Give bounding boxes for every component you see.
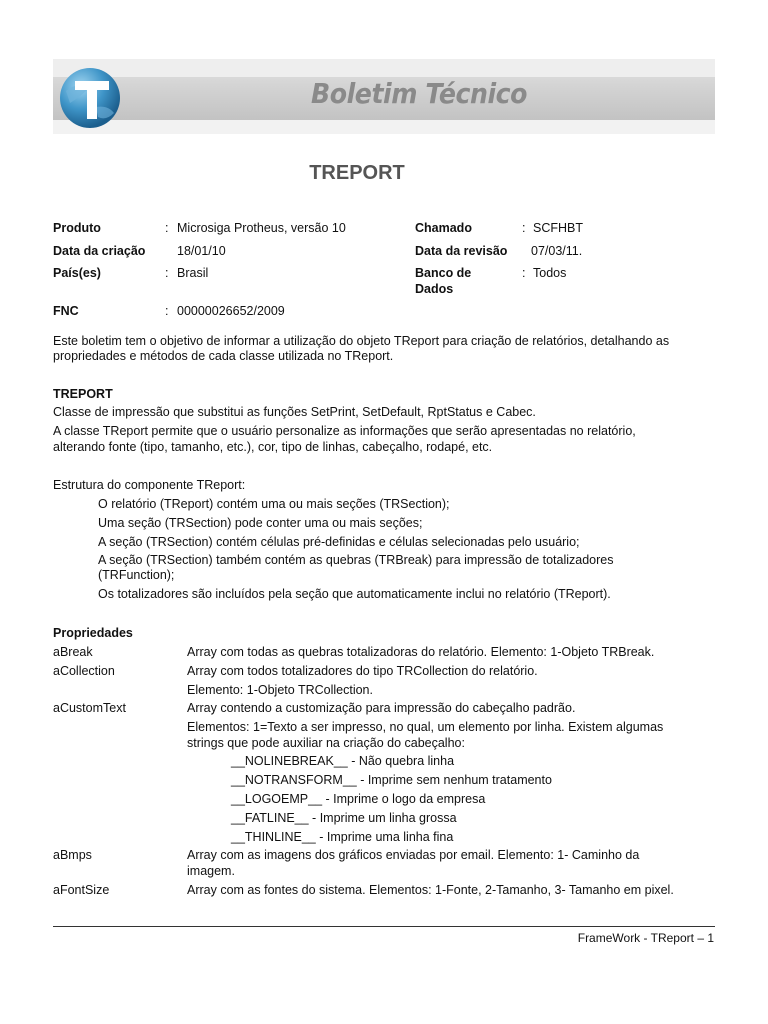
property-desc-acustomtext-elements-line-2: strings que pode auxiliar na criação do cabeçalho: [187,736,465,750]
intro-line-2: propriedades e métodos de cada classe utilizada no TReport. [53,349,394,363]
data-criacao-value: 18/01/10 [177,244,226,258]
estrutura-item: A seção (TRSection) contém células pré-definidas e células selecionadas pelo usuário; [98,535,580,549]
paises-colon: : [165,266,169,280]
fnc-label: FNC [53,304,79,318]
fnc-value: 00000026652/2009 [177,304,285,318]
header-banner [53,59,715,134]
paises-value: Brasil [177,266,209,280]
chamado-label: Chamado [415,221,472,235]
estrutura-item: Uma seção (TRSection) pode conter uma ou mais seções; [98,516,423,530]
property-name-abreak: aBreak [53,645,93,659]
intro-line-1: Este boletim tem o objetivo de informar a utilização do objeto TReport para criação de relatórios, detalhando as [53,334,670,348]
treport-paragraph-2-line-1: A classe TReport permite que o usuário personalize as informações que serão apresentadas no relatório, [53,424,636,438]
banner-title: Boletim Técnico [311,77,528,110]
property-desc-abmps-line-1: Array com as imagens dos gráficos enviadas por email. Elemento: 1- Caminho da [187,848,640,862]
footer-divider [53,926,715,927]
produto-value: Microsiga Protheus, versão 10 [177,221,346,235]
propriedades-heading: Propriedades [53,626,133,640]
estrutura-item: Os totalizadores são incluídos pela seção que automaticamente inclui no relatório (TReport). [98,587,611,601]
fnc-colon: : [165,304,169,318]
property-desc-abreak: Array com todas as quebras totalizadoras do relatório. Elemento: 1-Objeto TRBreak. [187,645,655,659]
banco-label-line1: Banco de [415,266,472,280]
property-desc-acollection-element: Elemento: 1-Objeto TRCollection. [187,683,373,697]
banner-top-stripe [53,59,715,77]
banco-label-line2: Dados [415,282,454,296]
property-name-abmps: aBmps [53,848,92,862]
estrutura-item: A seção (TRSection) também contém as quebras (TRBreak) para impressão de totalizadores [98,553,614,567]
property-name-afontsize: aFontSize [53,883,110,897]
customtext-tag-item: __LOGOEMP__ - Imprime o logo da empresa [231,792,486,806]
treport-heading: TREPORT [53,387,113,401]
data-criacao-label: Data da criação [53,244,146,258]
company-logo-icon [58,67,122,129]
chamado-value: SCFHBT [533,221,583,235]
chamado-colon: : [522,221,526,235]
produto-colon: : [165,221,169,235]
treport-paragraph-1: Classe de impressão que substitui as funções SetPrint, SetDefault, RptStatus e Cabec. [53,405,536,419]
data-revisao-label: Data da revisão [415,244,508,258]
property-desc-abmps-line-2: imagem. [187,864,235,878]
property-desc-acustomtext: Array contendo a customização para impressão do cabeçalho padrão. [187,701,576,715]
data-revisao-value: 07/03/11. [531,244,583,258]
page-footer: FrameWork - TReport – 1 [577,931,714,945]
banner-bottom-stripe [53,120,715,134]
produto-label: Produto [53,221,101,235]
customtext-tag-item: __NOTRANSFORM__ - Imprime sem nenhum tratamento [231,773,552,787]
estrutura-item: O relatório (TReport) contém uma ou mais seções (TRSection); [98,497,450,511]
customtext-tag-item: __THINLINE__ - Imprime uma linha fina [231,830,454,844]
paises-label: País(es) [53,266,101,280]
property-desc-afontsize: Array com as fontes do sistema. Elementos: 1-Fonte, 2-Tamanho, 3- Tamanho em pixel. [187,883,674,897]
estrutura-item: (TRFunction); [98,568,175,582]
customtext-tag-item: __FATLINE__ - Imprime um linha grossa [231,811,457,825]
treport-paragraph-2-line-2: alterando fonte (tipo, tamanho, etc.), cor, tipo de linhas, cabeçalho, rodapé, etc. [53,440,493,454]
estrutura-heading: Estrutura do componente TReport: [53,478,246,492]
property-name-acustomtext: aCustomText [53,701,126,715]
customtext-tag-item: __NOLINEBREAK__ - Não quebra linha [231,754,455,768]
banco-colon: : [522,266,526,280]
property-desc-acollection: Array com todos totalizadores do tipo TRCollection do relatório. [187,664,538,678]
property-desc-acustomtext-elements-line-1: Elementos: 1=Texto a ser impresso, no qual, um elemento por linha. Existem algumas [187,720,664,734]
banco-value: Todos [533,266,567,280]
document-title: TREPORT [309,162,405,184]
property-name-acollection: aCollection [53,664,115,678]
